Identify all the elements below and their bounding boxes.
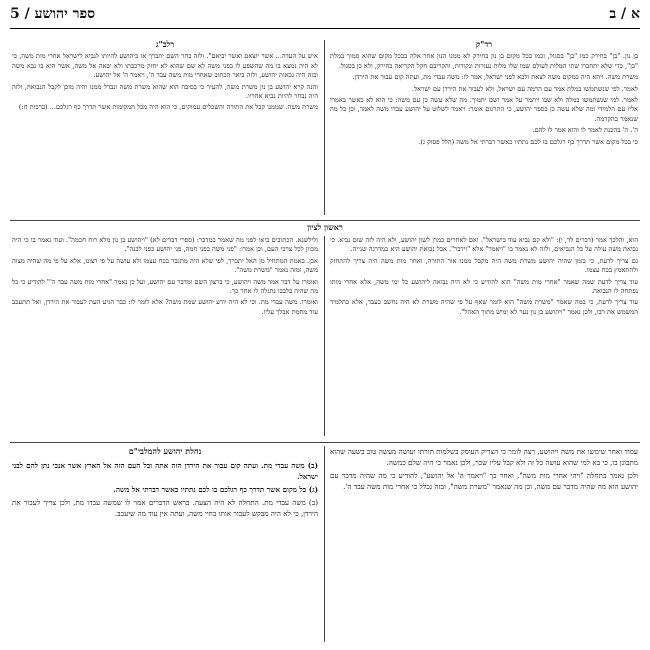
radak-paragraph: בן נון. "בן" בחירק כמו "בן" בסגול, וכמו בכל מקום בן נון בחירק לא ממנו הנון אחר אלה בבכל מקום שהוא סמוך במלת "בן", כדי שלא יתחברו שתי המלות לעולם שמו שלו מלות נעזרות ונקודות, והקריבם חקל הקריאה בחירק, ולא כן בסגול. — [330, 52, 638, 70]
verse-text: (ב) משה עבדי מת. ועתה קום עבור את הירדן הזה אתה וכל העם הזה אל הארץ אשר אנכי נתן להם לבני ישראל. — [12, 461, 318, 481]
running-head-right: א / ב — [609, 6, 640, 22]
column-divider — [324, 40, 325, 215]
column-divider — [324, 446, 325, 642]
radak-title: רד"ק — [475, 40, 493, 49]
column-divider — [324, 236, 325, 436]
ralbag-paragraph: והנה קרא יהושע בן נון משרת משה, להעיר כי בסיבה הוא שהוא משרת משה ונבדל ממנו והיה מוכן לקבל הנבואה, ולזה היה נבחר להיות נביא אחריו. — [12, 82, 318, 101]
rishon-paragraph: ואומרו. משה עבדי מת. וכי לא היה יודע יהושע שמת משה? אלא לומר לו: כבר הגיע העת לעבור את הירדן, ואל תתעכב עוד מחמת אבלך עליו. — [12, 298, 318, 316]
malbim-paragraph: (ב) משה עבדי מת. התחלה לא היה הצעה. בראש הדברים אמר לו שמשה עבדו מת, ולכן צריך לעבור את הירדן, כי לא היה מבקש לעבור אותו בחיי משה, ועתה אין עוד מה שיעכב. — [12, 498, 318, 518]
radak-paragraph: לאמר. למי שנשתמשו במלה ולא שבו ויתמר על אמר ושם יתמוך. מה שלא עשה כן עם משה: כי הוא לא כאשר באמרו אליו עם הלמידי ומה שלא עשה כן בספר יהושע, כי התרגום אומר: ויאמר לשלוט על יהושע עבדו משה לאמר, וכן כל מה שנאמר בהקדמה. — [330, 96, 638, 123]
radak-column — [330, 40, 638, 215]
rishon-paragraph: הוא, והלכך אמר (דברים לד, י): "ולא קם נביא עוד בישראל". ואם לאחרים כמרן לשון יהושע, ולא היה לזה שום נביא. כי נבואת משה עולה על כל הנביאים, ולזה לא נאמר בו "ויאמר" אלא "וידבר". אבל נבואת יהושע היא במדרגה שנייה. — [330, 236, 638, 254]
lower-paragraph: עמוד ואחר שימשו את משה ויהושע, רצה לומר כי הצדיק העוסק בשלמות תורתו ועושה מעשה טוב בשעה שהוא מתבונן בו, כי בא למי שהוא עושה כל זה ולא קבל עליו שכר, ולכן נאמר כי היה שלם כמשה. — [330, 447, 638, 467]
rishon-column-right — [330, 236, 638, 436]
radak-paragraph: משרת משה. ויהא היה כמקום משה לצאת ולבא לפני ישראל, אמר לו: משה עבדי מת, ועתה קום עבור את הירדן. — [352, 73, 638, 82]
page-header — [0, 0, 650, 32]
rishon-title: ראשון לציון — [307, 222, 343, 232]
radak-paragraph: ה'. ה' בהכנת לאמר לו והוא אמר לו להם. — [532, 126, 638, 135]
rishon-paragraph: גם צריך לדעת, כי בזמן שהיה יהושע משרת משה היה מקבל ממנו אור התורה, ואחר מות משה היה צריך להתחזק ולהתאמץ בכח עצמו. — [330, 256, 638, 275]
verse-text: (ג) כל מקום אשר תדרך כף רגלכם בו לכם נתתיו כאשר דברתי אל משה. — [113, 485, 318, 494]
rishon-paragraph: ואומרו על דבר אמר משה ויהושע, כי ברצון השם ומדבר עם יהושע, ועל כן נאמר "אחרי מות משה עבד ה'" להודיע כי כל מה שהיה בלבבו נתגלה לו אחר כך. — [12, 277, 318, 296]
malbim-title: נחלת יהושע להמלבי"ם — [128, 446, 202, 456]
lower-column-right — [330, 446, 638, 642]
running-head-left: ספר יהושע / 5 — [10, 6, 96, 22]
ralbag-column — [12, 40, 318, 215]
header-rule — [10, 28, 640, 29]
rishon-paragraph: ולילשנא. הכתובים ביאו לפני מה שאמר במדבר: (ספרי דברים לא) "ויהושע בן נון מלא רוח חכמה". ועוד נאמר בו כי היה מכוון לכל צרכי העם, וכן אמרו: "פני משה כפני חמה, פני יהושע כפני לבנה". — [12, 236, 318, 254]
rishon-column-left — [12, 236, 318, 436]
ralbag-title: רלב"ג — [155, 40, 175, 49]
lower-paragraph: ולכן נאמר בתחלה "ויהי אחרי מות משה", ואחר כך "ויאמר ה' אל יהושע", להודיע כי מה שהיה מדבר עם יהושע הוא מה שהיה מדבר עם משה, וכן מה שנאמר "משרת משה", ובזה נכלל כי אחרי מות משה עבד ה'. — [330, 471, 638, 491]
rishon-paragraph: עוד צריך לדעת, כי במה שאמר "משרת משה" הוא לומר שאף על פי שהיה משרת לא היה נחשב כעבד, אלא כתלמיד המשמש את רבו, ולכן נאמר "ויהושע בן נון נער לא ימיש מתוך האהל". — [330, 298, 638, 316]
ralbag-paragraph: משרת משה. שממנו קבל את התורה והשכלים עמוקים, כי הוא היה מכל המקומות אשר תדרך כף רגלכם... (ברכות ח:) — [18, 103, 318, 112]
radak-paragraph: לאמר. לפי שנשתמשו במלת אמר עם הרמה עם ישראל, ולא לעבור את הירדן עם ישראל. — [411, 84, 638, 93]
ralbag-paragraph: איש על העדה... אשר יוצאם ואשר יביאם". ולזה בחר השם יתברך אז ביהושע להיותו לנביא לישראל אחרי מות משה, כי לא היה נמצא בו מה שהשפע לו בפני משה לא שם שהוא לא יחזק מרכבתו ולא יבאה אל משה, אשר הוא בו נבא משה ובזה היה נבאות יהושע, ולזה ביאר הכתוב שאחרי מות משה עבד ה', ויאמר ה' אל יהושע. — [12, 52, 318, 80]
lower-column-left — [12, 460, 318, 642]
rishon-paragraph: אכן. באמת המתחיל מן האל יתברך, לפי שלא היה מתגבר בכח עצמו ולא עושה על פי רצונו, אלא על פי מה שהיה מצוה משה, ומזה נאמר "משרת משה". — [12, 256, 318, 275]
radak-paragraph: כי בכל מקום אשר תדרך כף רגלכם בו לכם נתתיו כאשר דברתי אל משה (הלל פסוק ג). — [418, 137, 638, 146]
rishon-paragraph: עוד צריך לדעת שמה שאמר "אחרי מות משה" הוא להודיע כי לא היה נבואה ליהושע כל ימי משה, אלא אחרי מותו נפתחה לו הנבואה. — [330, 277, 638, 296]
section-rule — [10, 220, 640, 221]
section-rule — [10, 442, 640, 443]
